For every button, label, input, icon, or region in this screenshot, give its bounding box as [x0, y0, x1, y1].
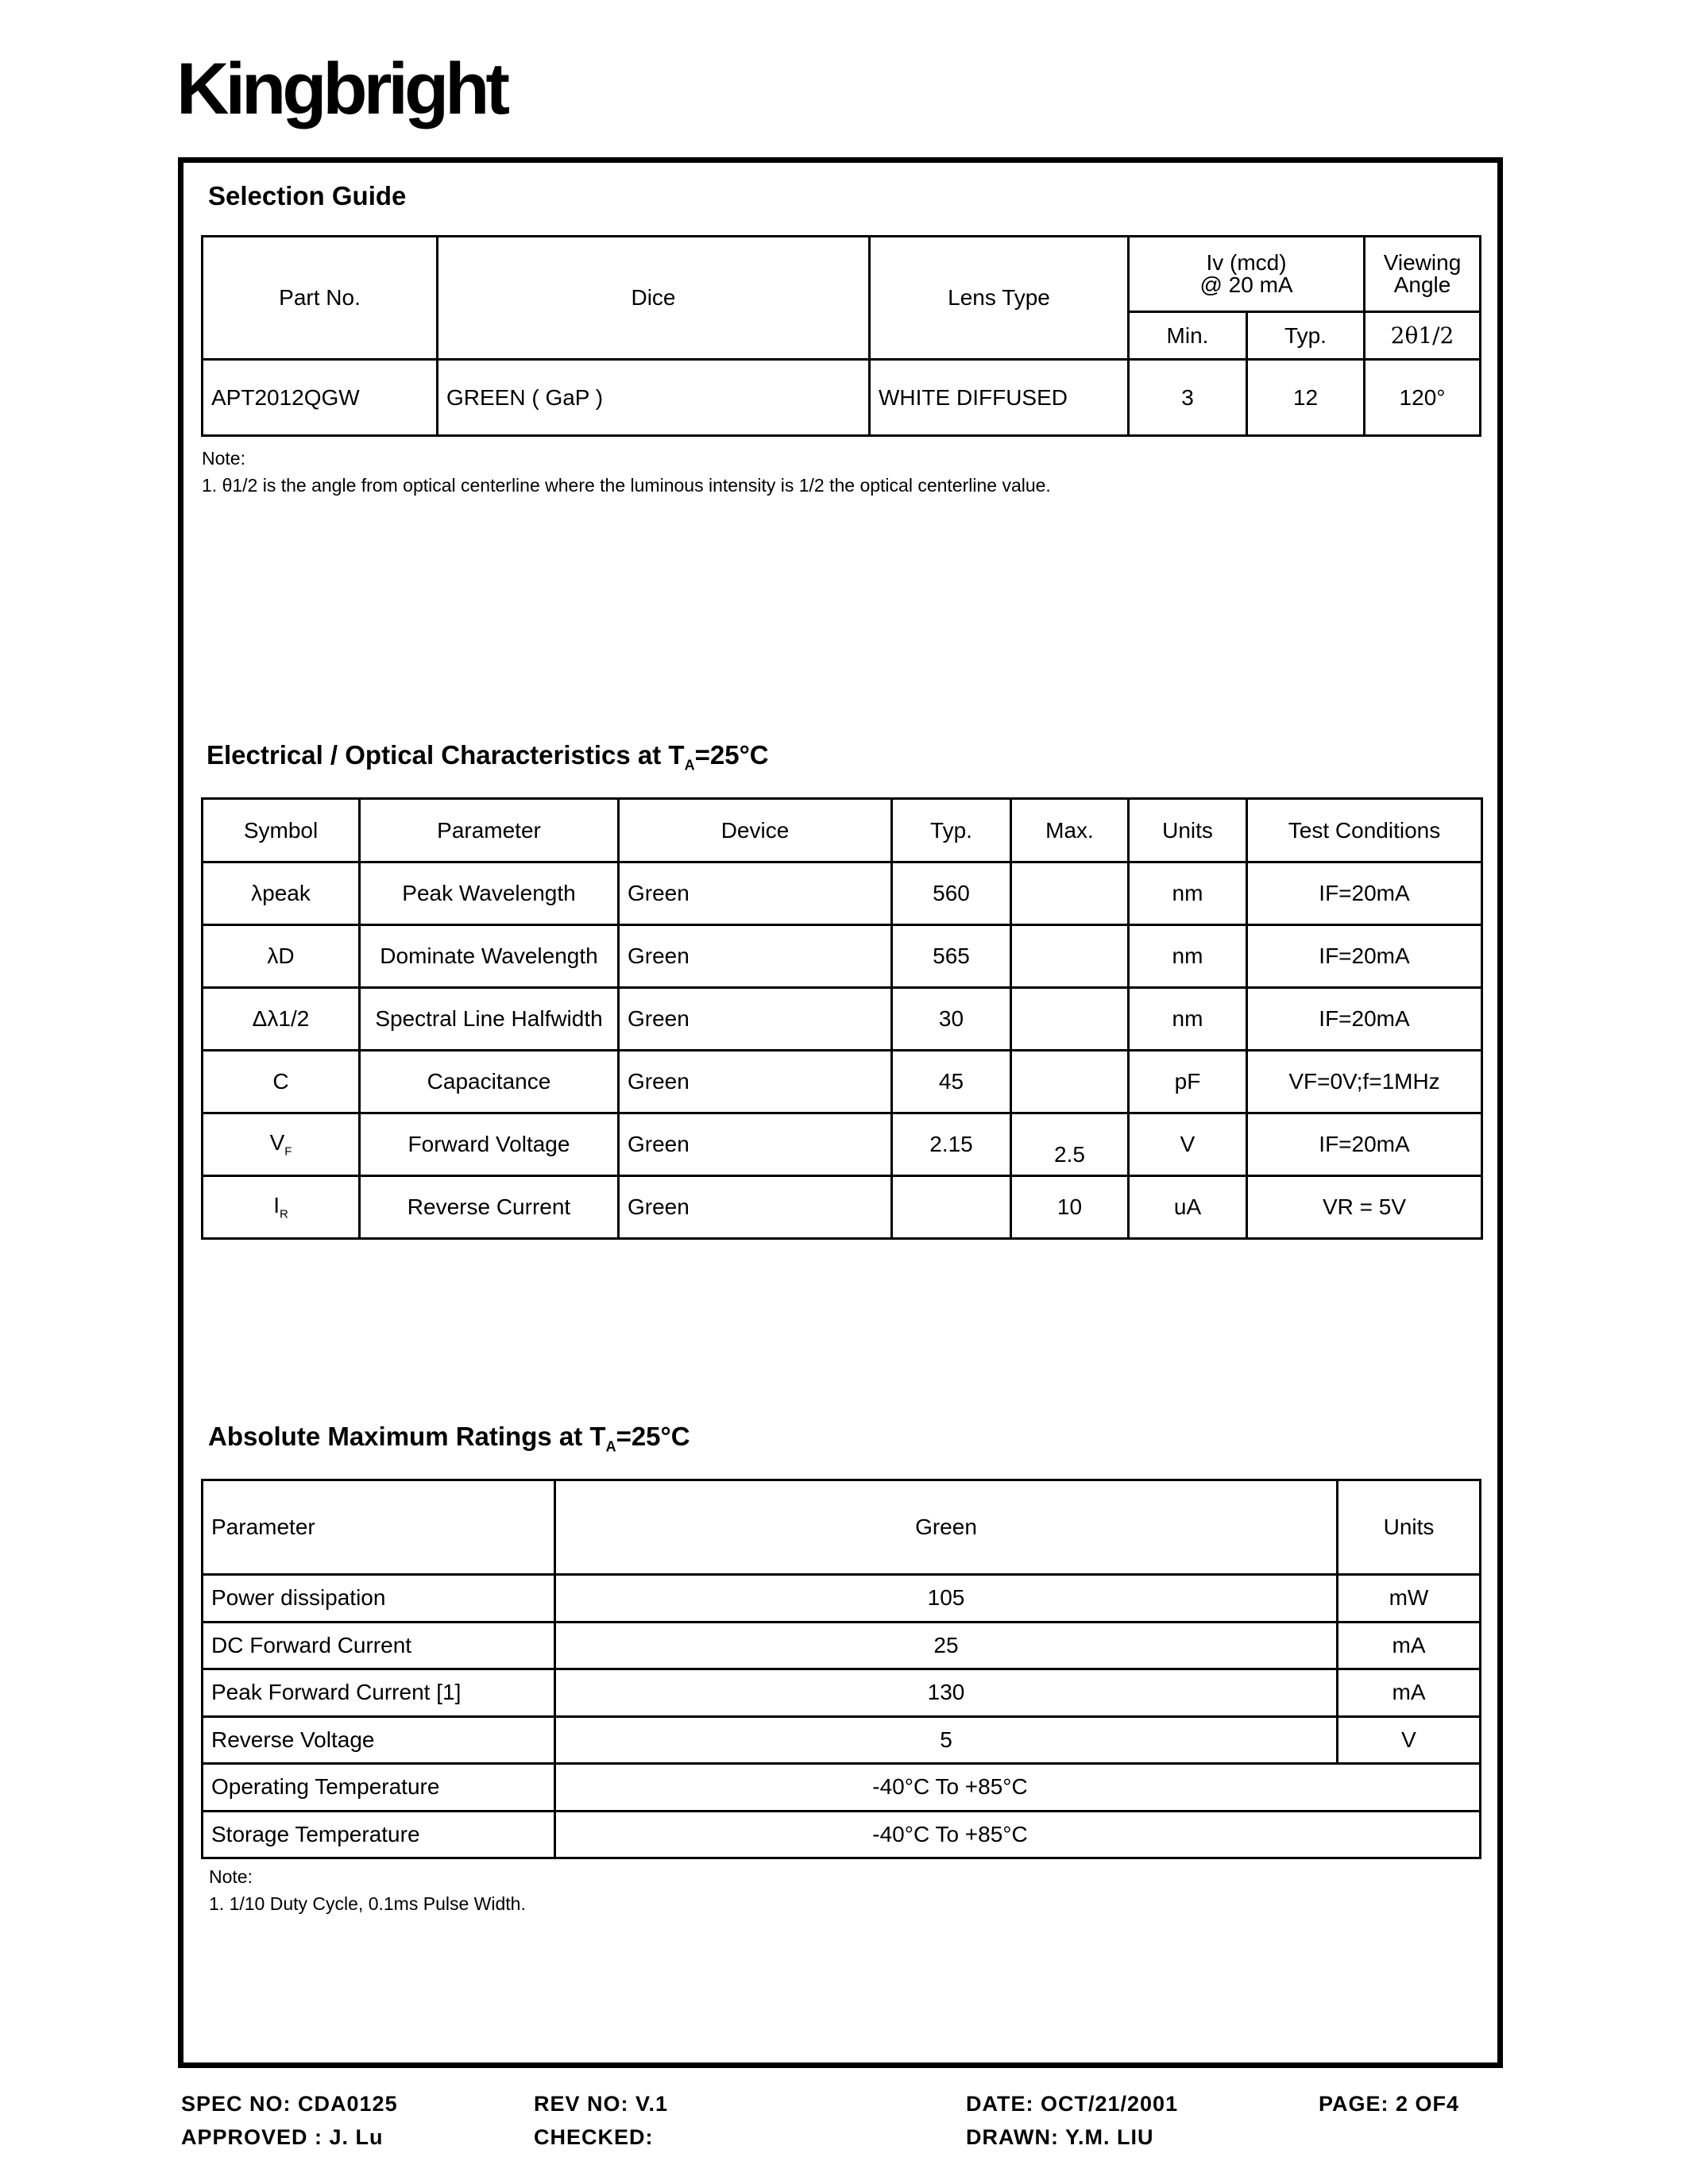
cell-angle: 120° [1365, 360, 1481, 436]
cell-device: Green [619, 1051, 892, 1113]
cell-test-condition: IF=20mA [1247, 1113, 1482, 1176]
footer-drawn: DRAWN: Y.M. LIU [966, 2125, 1154, 2149]
header-dice: Dice [438, 237, 870, 360]
cell-value: 25 [555, 1622, 1338, 1669]
header-symbol: Symbol [203, 799, 360, 862]
cell-device: Green [619, 862, 892, 925]
table-row [203, 1176, 1482, 1239]
cell-parameter: Peak Forward Current [1] [203, 1669, 555, 1717]
symbol-subscript: R [279, 1207, 288, 1221]
cell-typ: 30 [892, 988, 1011, 1051]
absolute-note [209, 1863, 526, 1917]
cell-units: mA [1338, 1622, 1481, 1669]
symbol-text: I [273, 1193, 280, 1218]
absolute-note-text: 1. 1/10 Duty Cycle, 0.1ms Pulse Width. [209, 1893, 526, 1914]
electrical-table [201, 797, 1483, 1240]
footer-page: PAGE: 2 OF4 [1319, 2092, 1460, 2116]
cell-symbol [203, 862, 360, 925]
electrical-title-main: Electrical / Optical Characteristics at T [207, 740, 685, 770]
cell-test-condition: VR = 5V [1247, 1176, 1482, 1239]
absolute-title-main: Absolute Maximum Ratings at T [208, 1422, 606, 1451]
cell-iv-min: 3 [1129, 360, 1247, 436]
selection-note-label: Note: [202, 448, 245, 469]
selection-guide-title: Selection Guide [208, 181, 407, 210]
cell-symbol [203, 1113, 360, 1176]
symbol-text: Δλ1/2 [252, 1006, 310, 1031]
footer-rev-no: REV NO: V.1 [534, 2092, 669, 2116]
electrical-title [207, 740, 769, 774]
cell-test-condition: IF=20mA [1247, 925, 1482, 988]
header-iv-condition: @ 20 mA [1199, 272, 1293, 297]
header-parameter: Parameter [360, 799, 619, 862]
footer-spec-no: SPEC NO: CDA0125 [181, 2092, 398, 2116]
absolute-note-label: Note: [209, 1866, 253, 1887]
cell-parameter: Reverse Current [360, 1176, 619, 1239]
cell-iv-typ: 12 [1247, 360, 1365, 436]
cell-test-condition: VF=0V;f=1MHz [1247, 1051, 1482, 1113]
header-lens-type: Lens Type [870, 237, 1129, 360]
cell-units: mW [1338, 1575, 1481, 1623]
cell-typ: 565 [892, 925, 1011, 988]
cell-dice: GREEN ( GaP ) [438, 360, 870, 436]
cell-units: nm [1129, 925, 1247, 988]
cell-max: 2.5 [1011, 1113, 1129, 1176]
table-row [203, 862, 1482, 925]
cell-typ: 2.15 [892, 1113, 1011, 1176]
cell-value: -40°C To +85°C [555, 1764, 1481, 1812]
footer-approved: APPROVED : J. Lu [181, 2125, 384, 2149]
cell-parameter: Power dissipation [203, 1575, 555, 1623]
cell-units: nm [1129, 862, 1247, 925]
cell-value: 105 [555, 1575, 1338, 1623]
cell-units: uA [1129, 1176, 1247, 1239]
header-min: Min. [1129, 312, 1247, 360]
header-typ: Typ. [892, 799, 1011, 862]
symbol-text: λpeak [251, 881, 311, 905]
cell-test-condition: IF=20mA [1247, 862, 1482, 925]
cell-typ: 45 [892, 1051, 1011, 1113]
cell-units: V [1129, 1113, 1247, 1176]
table-row [203, 1764, 1481, 1812]
cell-parameter: Reverse Voltage [203, 1716, 555, 1764]
header-units: Units [1129, 799, 1247, 862]
electrical-title-end: =25°C [694, 740, 769, 770]
table-row [203, 1051, 1482, 1113]
cell-parameter: DC Forward Current [203, 1622, 555, 1669]
table-row [203, 925, 1482, 988]
header-device: Device [619, 799, 892, 862]
cell-typ: 560 [892, 862, 1011, 925]
selection-note-text: 1. θ1/2 is the angle from optical centerline where the luminous intensity is 1/2 the optical centerline value. [202, 475, 1051, 496]
cell-device: Green [619, 1176, 892, 1239]
cell-value: -40°C To +85°C [555, 1811, 1481, 1858]
header-angle-label: Angle [1393, 272, 1451, 297]
brand-logo: Kingbright [176, 48, 506, 129]
header-part-no: Part No. [203, 237, 438, 360]
selection-guide-table [201, 235, 1481, 437]
cell-parameter: Dominate Wavelength [360, 925, 619, 988]
table-row [203, 1811, 1481, 1858]
header-max: Max. [1011, 799, 1129, 862]
header-parameter: Parameter [203, 1480, 555, 1575]
table-row [203, 1575, 1481, 1623]
header-theta: 2θ1/2 [1365, 312, 1481, 360]
header-iv-label: Iv (mcd) [1206, 250, 1287, 275]
cell-units: V [1338, 1716, 1481, 1764]
footer-date: DATE: OCT/21/2001 [966, 2092, 1179, 2116]
header-viewing-label: Viewing [1383, 250, 1462, 275]
cell-units: pF [1129, 1051, 1247, 1113]
cell-lens-type: WHITE DIFFUSED [870, 360, 1129, 436]
cell-parameter: Operating Temperature [203, 1764, 555, 1812]
cell-symbol [203, 925, 360, 988]
electrical-header-row [203, 799, 1482, 862]
cell-device: Green [619, 1113, 892, 1176]
cell-units: mA [1338, 1669, 1481, 1717]
header-test-conditions: Test Conditions [1247, 799, 1482, 862]
header-green: Green [555, 1480, 1338, 1575]
absolute-title-sub: A [605, 1438, 616, 1455]
electrical-title-sub: A [684, 757, 695, 774]
cell-symbol [203, 1051, 360, 1113]
header-units: Units [1338, 1480, 1481, 1575]
cell-symbol [203, 1176, 360, 1239]
cell-units: nm [1129, 988, 1247, 1051]
cell-symbol [203, 988, 360, 1051]
symbol-text: C [272, 1069, 289, 1094]
cell-typ [892, 1176, 1011, 1239]
header-iv [1129, 237, 1365, 312]
cell-parameter: Forward Voltage [360, 1113, 619, 1176]
absolute-title [208, 1422, 690, 1456]
cell-max: 10 [1011, 1176, 1129, 1239]
symbol-text: V [269, 1130, 285, 1156]
cell-device: Green [619, 988, 892, 1051]
cell-parameter: Capacitance [360, 1051, 619, 1113]
symbol-subscript: F [284, 1144, 292, 1159]
cell-test-condition: IF=20mA [1247, 988, 1482, 1051]
selection-note [202, 445, 1051, 499]
symbol-text: λD [267, 943, 295, 968]
table-row [203, 1622, 1481, 1669]
cell-parameter: Storage Temperature [203, 1811, 555, 1858]
cell-parameter: Peak Wavelength [360, 862, 619, 925]
table-row [203, 1669, 1481, 1717]
cell-max [1011, 862, 1129, 925]
absolute-title-end: =25°C [616, 1422, 690, 1451]
cell-value: 5 [555, 1716, 1338, 1764]
absolute-header-row [203, 1480, 1481, 1575]
header-typ: Typ. [1247, 312, 1365, 360]
table-row [203, 1113, 1482, 1176]
cell-value: 130 [555, 1669, 1338, 1717]
cell-part-no: APT2012QGW [203, 360, 438, 436]
cell-max [1011, 1051, 1129, 1113]
table-row [203, 360, 1481, 436]
table-row [203, 1716, 1481, 1764]
cell-parameter: Spectral Line Halfwidth [360, 988, 619, 1051]
cell-max [1011, 925, 1129, 988]
header-viewing-angle [1365, 237, 1481, 312]
table-row [203, 988, 1482, 1051]
absolute-table [201, 1479, 1481, 1859]
cell-max [1011, 988, 1129, 1051]
footer-checked: CHECKED: [534, 2125, 654, 2149]
cell-device: Green [619, 925, 892, 988]
